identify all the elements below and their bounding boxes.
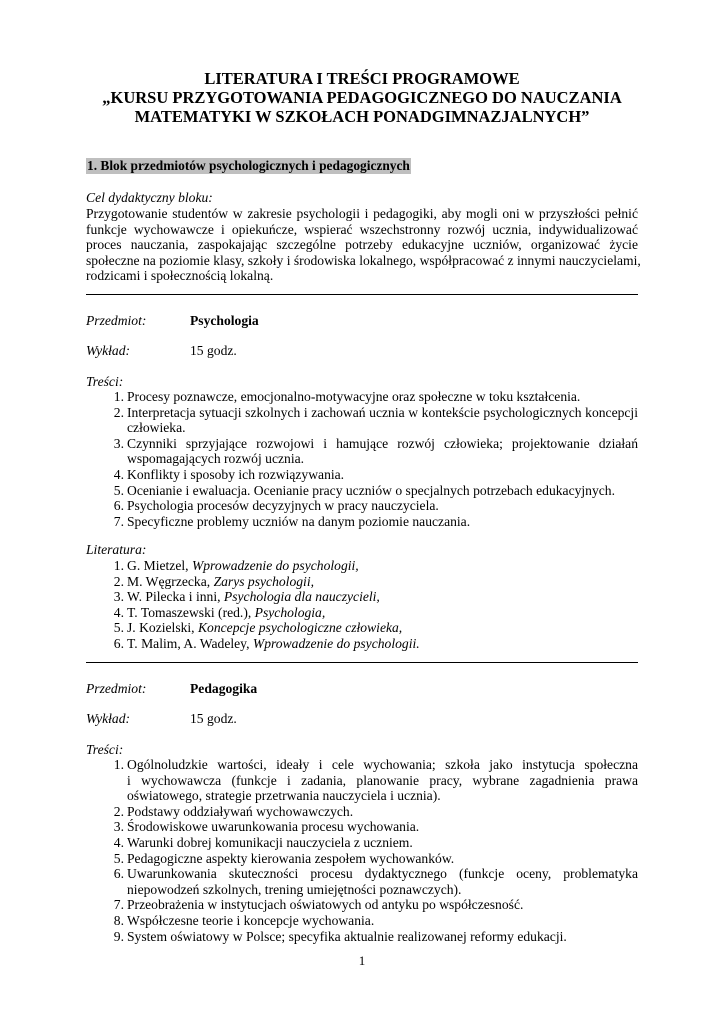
book-author: G. Mietzel, bbox=[127, 558, 192, 573]
item-text bbox=[127, 913, 638, 929]
list-item bbox=[86, 389, 638, 405]
item-text bbox=[127, 558, 638, 574]
book-author: J. Kozielski, bbox=[127, 620, 198, 636]
item-line: oświatowego, strategie przetrwania nauczyciela i ucznia). bbox=[127, 788, 441, 804]
item-number: 3. bbox=[113, 589, 124, 605]
item-line: Specyficzne problemy uczniów na danym poziomie nauczania. bbox=[127, 513, 471, 529]
item-text bbox=[127, 436, 638, 467]
item-line: wspomagających rozwój ucznia. bbox=[127, 451, 305, 467]
item-line: Psychologia procesów decyzyjnych w pracy nauczyciela. bbox=[127, 498, 439, 514]
book-title: Koncepcje psychologiczne człowieka, bbox=[197, 620, 403, 636]
list-item bbox=[86, 558, 638, 574]
subject-name: Psychologia bbox=[190, 313, 259, 328]
list-item bbox=[86, 498, 638, 514]
lecture-hours: 15 godz. bbox=[190, 711, 237, 726]
item-line: Czynniki sprzyjające rozwojowi i hamujące rozwój człowieka; projektowanie działań bbox=[127, 435, 638, 451]
item-number: 1. bbox=[113, 757, 124, 772]
book-author: T. Tomaszewski (red.), bbox=[127, 604, 255, 620]
item-line: Konflikty i sposoby ich rozwiązywania. bbox=[127, 466, 345, 482]
list-item bbox=[86, 620, 638, 636]
item-line: Ocenianie i ewaluacja. Ocenianie pracy uczniów o specjalnych potrzebach edukacyjnych. bbox=[127, 482, 616, 498]
list-item bbox=[86, 757, 638, 804]
item-number: 4. bbox=[113, 604, 124, 620]
item-line: Środowiskowe uwarunkowania procesu wychowania. bbox=[127, 819, 420, 835]
item-line: Ogólnoludzkie wartości, ideały i cele wychowania; szkoła jako instytucja społeczna bbox=[127, 757, 638, 772]
item-text bbox=[127, 804, 638, 820]
book-title: Wprowadzenie do psychologii. bbox=[252, 635, 420, 651]
item-text bbox=[127, 929, 638, 945]
literature-label: Literatura: bbox=[86, 542, 147, 557]
item-text bbox=[127, 514, 638, 530]
lecture-label: Wykład: bbox=[86, 343, 131, 358]
item-line: Podstawy oddziaływań wychowawczych. bbox=[127, 803, 354, 819]
contents-label: Treści: bbox=[86, 742, 124, 757]
contents-label: Treści: bbox=[86, 374, 124, 389]
item-text bbox=[127, 897, 638, 913]
item-number: 5. bbox=[113, 620, 124, 636]
subject-name: Pedagogika bbox=[190, 681, 258, 696]
item-number: 8. bbox=[113, 912, 124, 928]
list-item bbox=[86, 436, 638, 467]
item-text bbox=[127, 574, 638, 590]
item-text bbox=[127, 389, 638, 405]
item-number: 2. bbox=[113, 573, 124, 589]
item-line: Warunki dobrej komunikacji nauczyciela z uczniem. bbox=[127, 834, 413, 850]
list-item bbox=[86, 913, 638, 929]
item-number: 2. bbox=[113, 404, 124, 420]
item-text bbox=[127, 757, 638, 804]
list-item bbox=[86, 835, 638, 851]
item-number: 1. bbox=[113, 558, 124, 573]
item-line: człowieka. bbox=[127, 420, 186, 436]
item-number: 3. bbox=[113, 819, 124, 835]
literature-list bbox=[86, 558, 638, 652]
page-number: 1 bbox=[358, 953, 366, 968]
item-number: 5. bbox=[113, 850, 124, 866]
section-heading: 1. Blok przedmiotów psychologicznych i pedagogicznych bbox=[87, 158, 410, 173]
item-number: 5. bbox=[113, 482, 124, 498]
item-number: 3. bbox=[113, 435, 124, 451]
item-line: Interpretacja sytuacji szkolnych i zachowań ucznia w kontekście psychologicznych koncepcji bbox=[127, 404, 638, 420]
list-item bbox=[86, 851, 638, 867]
list-item bbox=[86, 514, 638, 530]
item-number: 9. bbox=[113, 928, 124, 944]
list-item bbox=[86, 929, 638, 945]
lecture-hours: 15 godz. bbox=[190, 343, 237, 358]
divider bbox=[86, 662, 638, 663]
goal-line: funkcje wychowawcze i opiekuńcze, wspierać wszechstronny rozwój ucznia, indywidualizować bbox=[86, 221, 638, 237]
goal-line: rodzicami i społecznością lokalną. bbox=[86, 268, 274, 284]
list-item bbox=[86, 804, 638, 820]
goal-label: Cel dydaktyczny bloku: bbox=[86, 190, 213, 205]
goal-line: proces nauczania, zaspokajając szczególne potrzeby edukacyjne uczniów, organizować życie bbox=[86, 237, 638, 253]
title-line-2: „KURSU PRZYGOTOWANIA PEDAGOGICZNEGO DO NAUCZANIA bbox=[102, 88, 622, 107]
list-item bbox=[86, 483, 638, 499]
item-number: 4. bbox=[113, 466, 124, 482]
document-title bbox=[86, 69, 638, 126]
item-text bbox=[127, 467, 638, 483]
goal-line: społeczne na poziomie klasy, szkoły i środowiska lokalnego, współpracować z innymi nauczycielami, bbox=[86, 252, 641, 268]
list-item bbox=[86, 897, 638, 913]
item-text bbox=[127, 498, 638, 514]
item-text bbox=[127, 405, 638, 436]
item-text bbox=[127, 851, 638, 867]
title-line-3: MATEMATYKI W SZKOŁACH PONADGIMNAZJALNYCH” bbox=[134, 107, 590, 126]
item-text bbox=[127, 620, 638, 636]
list-item bbox=[86, 405, 638, 436]
list-item bbox=[86, 819, 638, 835]
book-title: Zarys psychologii, bbox=[213, 573, 315, 589]
item-line: Uwarunkowania skuteczności procesu dydaktycznego (funkcje oceny, problematyka bbox=[127, 866, 638, 882]
goal-paragraph bbox=[86, 206, 641, 284]
item-number: 2. bbox=[113, 803, 124, 819]
item-line: Procesy poznawcze, emocjonalno-motywacyjne oraz społeczne w toku kształcenia. bbox=[127, 389, 581, 404]
item-text bbox=[127, 636, 638, 652]
list-item bbox=[86, 467, 638, 483]
item-number: 6. bbox=[113, 866, 124, 882]
book-title: Psychologia dla nauczycieli, bbox=[223, 589, 380, 605]
item-number: 6. bbox=[113, 498, 124, 514]
contents-list bbox=[86, 389, 638, 529]
item-number: 1. bbox=[113, 389, 124, 404]
list-item bbox=[86, 605, 638, 621]
goal-line: Przygotowanie studentów w zakresie psychologii i pedagogiki, aby mogli oni w przyszłości pełnić bbox=[86, 206, 638, 221]
item-text bbox=[127, 835, 638, 851]
title-line-1: LITERATURA I TREŚCI PROGRAMOWE bbox=[204, 69, 520, 88]
list-item bbox=[86, 866, 638, 897]
divider bbox=[86, 294, 638, 295]
item-text bbox=[127, 605, 638, 621]
book-title: Wprowadzenie do psychologii, bbox=[191, 558, 359, 573]
lecture-label: Wykład: bbox=[86, 711, 131, 726]
item-number: 7. bbox=[113, 897, 124, 913]
item-line: i wychowawcza (funkcje i zadania, planowanie pracy, wybrane zagadnienia prawa bbox=[127, 772, 638, 788]
book-title: Psychologia, bbox=[254, 604, 326, 620]
subject-label: Przedmiot: bbox=[86, 313, 147, 328]
list-item bbox=[86, 589, 638, 605]
book-author: M. Węgrzecka, bbox=[127, 573, 214, 589]
item-line: System oświatowy w Polsce; specyfika aktualnie realizowanej reformy edukacji. bbox=[127, 928, 567, 944]
item-number: 4. bbox=[113, 834, 124, 850]
item-number: 6. bbox=[113, 635, 124, 651]
item-text bbox=[127, 589, 638, 605]
contents-list bbox=[86, 757, 638, 944]
item-text bbox=[127, 866, 638, 897]
item-line: Pedagogiczne aspekty kierowania zespołem wychowanków. bbox=[127, 850, 455, 866]
item-line: Przeobrażenia w instytucjach oświatowych od antyku po współczesność. bbox=[127, 897, 524, 913]
item-number: 7. bbox=[113, 513, 124, 529]
item-text bbox=[127, 819, 638, 835]
item-line: niepowodzeń szkolnych, trening umiejętności poznawczych). bbox=[127, 881, 462, 897]
item-line: Współczesne teorie i koncepcje wychowania. bbox=[127, 912, 375, 928]
book-author: W. Pilecka i inni, bbox=[127, 589, 224, 605]
book-author: T. Malim, A. Wadeley, bbox=[127, 635, 253, 651]
list-item bbox=[86, 574, 638, 590]
list-item bbox=[86, 636, 638, 652]
item-text bbox=[127, 483, 638, 499]
subject-label: Przedmiot: bbox=[86, 681, 147, 696]
